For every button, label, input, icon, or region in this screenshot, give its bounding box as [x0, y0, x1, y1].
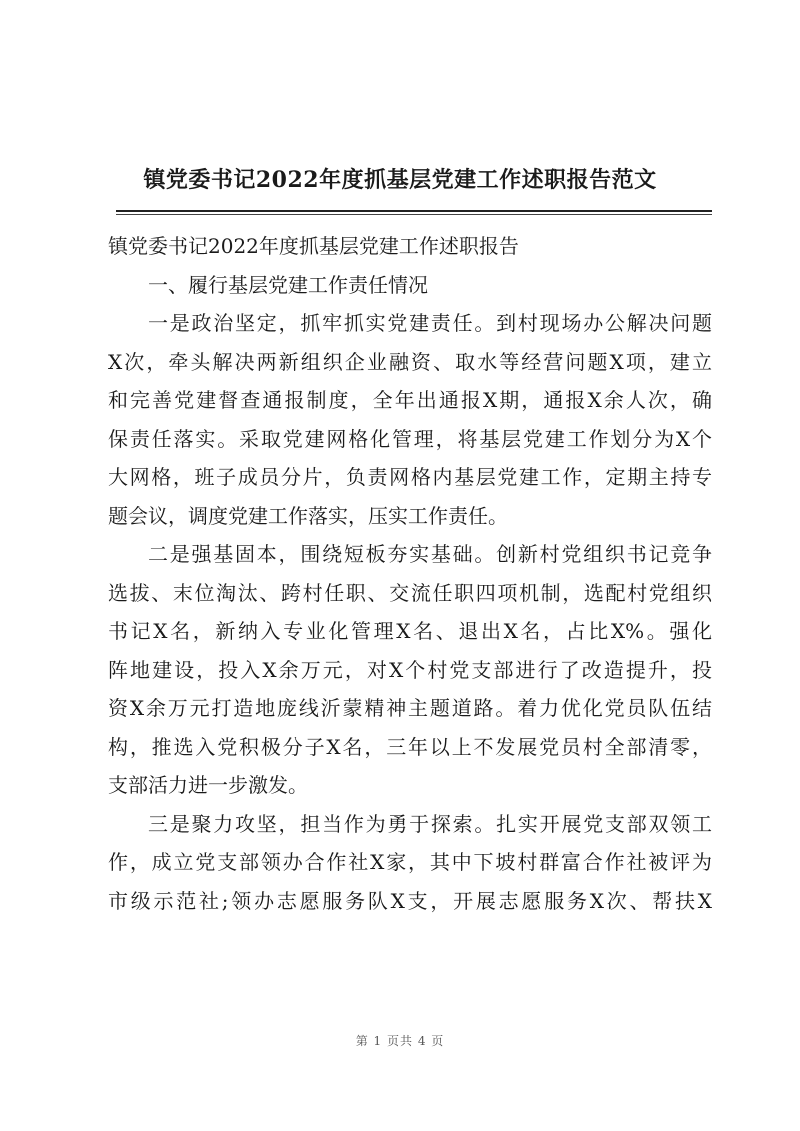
paragraph-2	[108, 535, 712, 805]
paragraph-line: 二是强基固本，围绕短板夯实基础。创新村党组织书记竞争	[148, 542, 712, 566]
paragraph-line: 题会议，调度党建工作落实，压实工作责任。	[108, 503, 508, 528]
paragraph-line: 大网格，班子成员分片，负责网格内基层党建工作，定期主持专	[108, 465, 712, 489]
paragraph-line: 市级示范社;领办志愿服务队X支，开展志愿服务X次、帮扶X	[108, 888, 712, 913]
paragraph-line: 资X余万元打造地庞线沂蒙精神主题道路。着力优化党员队伍结	[108, 696, 712, 720]
paragraph-line: 保责任落实。采取党建网格化管理，将基层党建工作划分为X个	[108, 426, 712, 451]
paragraph-line: 构，推选入党积极分子X名，三年以上不发展党员村全部清零，	[108, 734, 712, 759]
paragraph-line: 三是聚力攻坚，担当作为勇于探索。扎实开展党支部双领工	[148, 811, 712, 836]
document-title: 镇党委书记2022年度抓基层党建工作述职报告范文	[143, 167, 657, 193]
paragraph-1	[108, 304, 712, 535]
paragraph-line: X次，牵头解决两新组织企业融资、取水等经营问题X项，建立	[108, 349, 712, 374]
section-heading: 一、履行基层党建工作责任情况	[148, 272, 428, 297]
paragraph-line: 阵地建设，投入X余万元，对X个村党支部进行了改造提升，投	[108, 657, 712, 682]
paragraph-line: 支部活力进一步激发。	[108, 773, 308, 797]
title-divider	[116, 210, 712, 212]
document-subtitle: 镇党委书记2022年度抓基层党建工作述职报告	[108, 234, 519, 258]
paragraph-line: 选拔、末位淘汰、跨村任职、交流任职四项机制，选配村党组织	[108, 580, 712, 605]
paragraph-3	[108, 805, 712, 921]
paragraph-line: 书记X名，新纳入专业化管理X名、退出X名，占比X%。强化	[108, 619, 712, 643]
paragraph-line: 作，成立党支部领办合作社X家，其中下坡村群富合作社被评为	[108, 850, 712, 874]
title-divider-thin	[116, 214, 712, 215]
page-number-footer: 第 1 页共 4 页	[355, 1034, 445, 1048]
paragraph-line: 和完善党建督查通报制度，全年出通报X期，通报X余人次，确	[108, 388, 712, 412]
paragraph-line: 一是政治坚定，抓牢抓实党建责任。到村现场办公解决问题	[148, 311, 712, 335]
document-body	[108, 227, 712, 920]
